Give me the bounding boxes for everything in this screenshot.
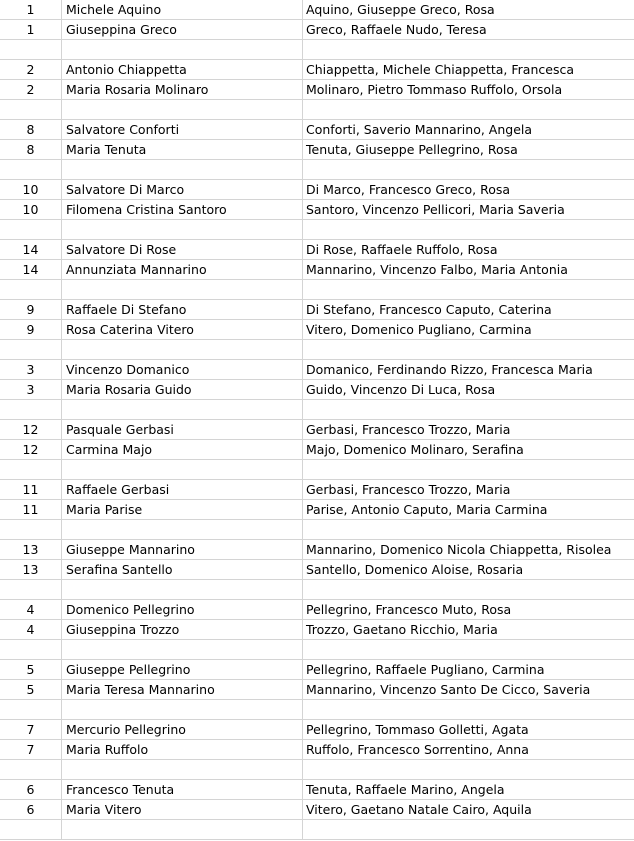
- cell-number[interactable]: 10: [0, 200, 62, 219]
- cell-number[interactable]: 13: [0, 560, 62, 579]
- cell-number[interactable]: 14: [0, 240, 62, 259]
- cell-parents[interactable]: Mannarino, Domenico Nicola Chiappetta, Risolea: [306, 542, 612, 557]
- cell-name[interactable]: Giuseppe Pellegrino: [62, 660, 303, 679]
- cell-parents[interactable]: Pellegrino, Raffaele Pugliano, Carmina: [306, 662, 545, 677]
- cell-number[interactable]: 7: [0, 740, 62, 759]
- table-row: [0, 540, 634, 560]
- cell-name[interactable]: Salvatore Conforti: [62, 120, 303, 139]
- cell-number[interactable]: [0, 100, 62, 119]
- table-row: [0, 420, 634, 440]
- cell-parents[interactable]: Mannarino, Vincenzo Falbo, Maria Antonia: [306, 262, 568, 277]
- cell-number[interactable]: [0, 760, 62, 779]
- cell-name[interactable]: [62, 160, 303, 179]
- cell-number[interactable]: 9: [0, 300, 62, 319]
- empty-row: [0, 640, 634, 660]
- cell-parents[interactable]: [303, 820, 634, 839]
- cell-parents[interactable]: [303, 460, 634, 479]
- cell-name[interactable]: Serafina Santello: [62, 560, 303, 579]
- cell-number[interactable]: [0, 160, 62, 179]
- cell-parents[interactable]: Di Stefano, Francesco Caputo, Caterina: [306, 302, 552, 317]
- cell-name[interactable]: Mercurio Pellegrino: [62, 720, 303, 739]
- cell-parents[interactable]: Gerbasi, Francesco Trozzo, Maria: [306, 422, 511, 437]
- cell-number[interactable]: [0, 280, 62, 299]
- cell-parents[interactable]: [303, 700, 634, 719]
- cell-name[interactable]: [62, 100, 303, 119]
- cell-number[interactable]: [0, 400, 62, 419]
- cell-parents[interactable]: [303, 760, 634, 779]
- table-row: [0, 740, 634, 760]
- cell-number[interactable]: 5: [0, 680, 62, 699]
- table-row: [0, 0, 634, 20]
- cell-parents[interactable]: [303, 400, 634, 419]
- cell-name[interactable]: Filomena Cristina Santoro: [62, 200, 303, 219]
- cell-number[interactable]: 5: [0, 660, 62, 679]
- cell-name[interactable]: Giuseppe Mannarino: [62, 540, 303, 559]
- cell-parents[interactable]: Aquino, Giuseppe Greco, Rosa: [306, 2, 495, 17]
- cell-parents[interactable]: Pellegrino, Tommaso Golletti, Agata: [306, 722, 529, 737]
- cell-number[interactable]: 9: [0, 320, 62, 339]
- cell-name[interactable]: [62, 40, 303, 59]
- table-row: [0, 720, 634, 740]
- cell-number[interactable]: [0, 580, 62, 599]
- cell-number[interactable]: 7: [0, 720, 62, 739]
- cell-name[interactable]: Rosa Caterina Vitero: [62, 320, 303, 339]
- cell-name[interactable]: Francesco Tenuta: [62, 780, 303, 799]
- cell-name[interactable]: Maria Rosaria Molinaro: [62, 80, 303, 99]
- cell-parents[interactable]: Santello, Domenico Aloise, Rosaria: [306, 562, 524, 577]
- cell-parents[interactable]: Trozzo, Gaetano Ricchio, Maria: [306, 622, 498, 637]
- cell-parents[interactable]: Di Marco, Francesco Greco, Rosa: [306, 182, 511, 197]
- empty-row: [0, 40, 634, 60]
- cell-name[interactable]: [62, 580, 303, 599]
- table-row: [0, 680, 634, 700]
- table-row: [0, 20, 634, 40]
- cell-number[interactable]: 8: [0, 120, 62, 139]
- cell-name[interactable]: Michele Aquino: [62, 0, 303, 19]
- cell-name[interactable]: [62, 520, 303, 539]
- empty-row: [0, 760, 634, 780]
- cell-name[interactable]: Maria Teresa Mannarino: [62, 680, 303, 699]
- cell-number[interactable]: 6: [0, 780, 62, 799]
- cell-parents[interactable]: [303, 220, 634, 239]
- table-row: [0, 360, 634, 380]
- cell-number[interactable]: [0, 520, 62, 539]
- cell-number[interactable]: [0, 460, 62, 479]
- cell-number[interactable]: 1: [0, 20, 62, 39]
- cell-name[interactable]: [62, 700, 303, 719]
- empty-row: [0, 100, 634, 120]
- cell-name[interactable]: Carmina Majo: [62, 440, 303, 459]
- cell-number[interactable]: [0, 640, 62, 659]
- cell-number[interactable]: [0, 220, 62, 239]
- cell-parents[interactable]: Greco, Raffaele Nudo, Teresa: [306, 22, 487, 37]
- cell-parents[interactable]: [303, 580, 634, 599]
- table-row: [0, 480, 634, 500]
- cell-parents[interactable]: Vitero, Gaetano Natale Cairo, Aquila: [306, 802, 532, 817]
- table-row: [0, 260, 634, 280]
- table-row: [0, 800, 634, 820]
- table-row: [0, 240, 634, 260]
- cell-parents[interactable]: Santoro, Vincenzo Pellicori, Maria Saveria: [306, 202, 565, 217]
- cell-name[interactable]: Maria Tenuta: [62, 140, 303, 159]
- cell-parents[interactable]: [303, 520, 634, 539]
- cell-number[interactable]: 11: [0, 480, 62, 499]
- cell-number[interactable]: 10: [0, 180, 62, 199]
- cell-parents[interactable]: [303, 340, 634, 359]
- table-row: [0, 780, 634, 800]
- table-row: [0, 140, 634, 160]
- table-row: [0, 500, 634, 520]
- cell-number[interactable]: 2: [0, 80, 62, 99]
- cell-number[interactable]: 4: [0, 600, 62, 619]
- cell-name[interactable]: Salvatore Di Rose: [62, 240, 303, 259]
- table-row: [0, 200, 634, 220]
- empty-row: [0, 700, 634, 720]
- cell-parents[interactable]: Pellegrino, Francesco Muto, Rosa: [306, 602, 512, 617]
- cell-number[interactable]: 13: [0, 540, 62, 559]
- cell-name[interactable]: Vincenzo Domanico: [62, 360, 303, 379]
- table-row: [0, 320, 634, 340]
- cell-name[interactable]: [62, 640, 303, 659]
- cell-number[interactable]: 3: [0, 380, 62, 399]
- cell-number[interactable]: [0, 820, 62, 839]
- cell-parents[interactable]: Ruffolo, Francesco Sorrentino, Anna: [306, 742, 529, 757]
- cell-number[interactable]: 12: [0, 420, 62, 439]
- cell-parents[interactable]: [303, 100, 634, 119]
- cell-name[interactable]: [62, 820, 303, 839]
- cell-number[interactable]: 12: [0, 440, 62, 459]
- table-row: [0, 180, 634, 200]
- empty-row: [0, 220, 634, 240]
- cell-parents[interactable]: Majo, Domenico Molinaro, Serafina: [306, 442, 524, 457]
- cell-name[interactable]: Raffaele Gerbasi: [62, 480, 303, 499]
- cell-name[interactable]: Maria Vitero: [62, 800, 303, 819]
- table-row: [0, 660, 634, 680]
- cell-name[interactable]: Domenico Pellegrino: [62, 600, 303, 619]
- cell-parents[interactable]: Tenuta, Raffaele Marino, Angela: [306, 782, 505, 797]
- empty-row: [0, 820, 634, 840]
- cell-number[interactable]: 8: [0, 140, 62, 159]
- cell-name[interactable]: Antonio Chiappetta: [62, 60, 303, 79]
- cell-parents[interactable]: Mannarino, Vincenzo Santo De Cicco, Saveria: [306, 682, 591, 697]
- cell-name[interactable]: Giuseppina Greco: [62, 20, 303, 39]
- cell-name[interactable]: Raffaele Di Stefano: [62, 300, 303, 319]
- cell-parents[interactable]: [303, 640, 634, 659]
- table-row: [0, 440, 634, 460]
- cell-name[interactable]: [62, 280, 303, 299]
- empty-row: [0, 460, 634, 480]
- cell-parents[interactable]: Chiappetta, Michele Chiappetta, Francesca: [306, 62, 574, 77]
- cell-number[interactable]: 1: [0, 0, 62, 19]
- cell-number[interactable]: 14: [0, 260, 62, 279]
- cell-name[interactable]: [62, 400, 303, 419]
- cell-parents[interactable]: Conforti, Saverio Mannarino, Angela: [306, 122, 533, 137]
- cell-number[interactable]: [0, 340, 62, 359]
- cell-number[interactable]: 11: [0, 500, 62, 519]
- cell-name[interactable]: [62, 340, 303, 359]
- cell-name[interactable]: Maria Parise: [62, 500, 303, 519]
- cell-name[interactable]: Annunziata Mannarino: [62, 260, 303, 279]
- cell-parents[interactable]: Di Rose, Raffaele Ruffolo, Rosa: [306, 242, 498, 257]
- cell-name[interactable]: Pasquale Gerbasi: [62, 420, 303, 439]
- empty-row: [0, 520, 634, 540]
- table-row: [0, 380, 634, 400]
- cell-name[interactable]: [62, 220, 303, 239]
- cell-number[interactable]: 4: [0, 620, 62, 639]
- cell-name[interactable]: Giuseppina Trozzo: [62, 620, 303, 639]
- cell-name[interactable]: [62, 460, 303, 479]
- empty-row: [0, 400, 634, 420]
- cell-parents[interactable]: [303, 40, 634, 59]
- cell-parents[interactable]: Domanico, Ferdinando Rizzo, Francesca Maria: [306, 362, 593, 377]
- table-row: [0, 620, 634, 640]
- table-row: [0, 560, 634, 580]
- cell-parents[interactable]: Guido, Vincenzo Di Luca, Rosa: [306, 382, 496, 397]
- cell-number[interactable]: [0, 40, 62, 59]
- cell-name[interactable]: Maria Ruffolo: [62, 740, 303, 759]
- table-row: [0, 80, 634, 100]
- table-row: [0, 300, 634, 320]
- cell-name[interactable]: Maria Rosaria Guido: [62, 380, 303, 399]
- cell-number[interactable]: 6: [0, 800, 62, 819]
- cell-name[interactable]: Salvatore Di Marco: [62, 180, 303, 199]
- cell-parents[interactable]: Molinaro, Pietro Tommaso Ruffolo, Orsola: [306, 82, 563, 97]
- cell-parents[interactable]: Gerbasi, Francesco Trozzo, Maria: [306, 482, 511, 497]
- cell-parents[interactable]: [303, 160, 634, 179]
- cell-number[interactable]: 3: [0, 360, 62, 379]
- cell-parents[interactable]: Tenuta, Giuseppe Pellegrino, Rosa: [306, 142, 518, 157]
- cell-parents[interactable]: [303, 280, 634, 299]
- empty-row: [0, 160, 634, 180]
- cell-parents[interactable]: Parise, Antonio Caputo, Maria Carmina: [306, 502, 548, 517]
- cell-parents[interactable]: Vitero, Domenico Pugliano, Carmina: [306, 322, 532, 337]
- empty-row: [0, 340, 634, 360]
- table-row: [0, 600, 634, 620]
- table-row: [0, 120, 634, 140]
- cell-number[interactable]: 2: [0, 60, 62, 79]
- empty-row: [0, 280, 634, 300]
- table-row: [0, 60, 634, 80]
- empty-row: [0, 580, 634, 600]
- cell-number[interactable]: [0, 700, 62, 719]
- cell-name[interactable]: [62, 760, 303, 779]
